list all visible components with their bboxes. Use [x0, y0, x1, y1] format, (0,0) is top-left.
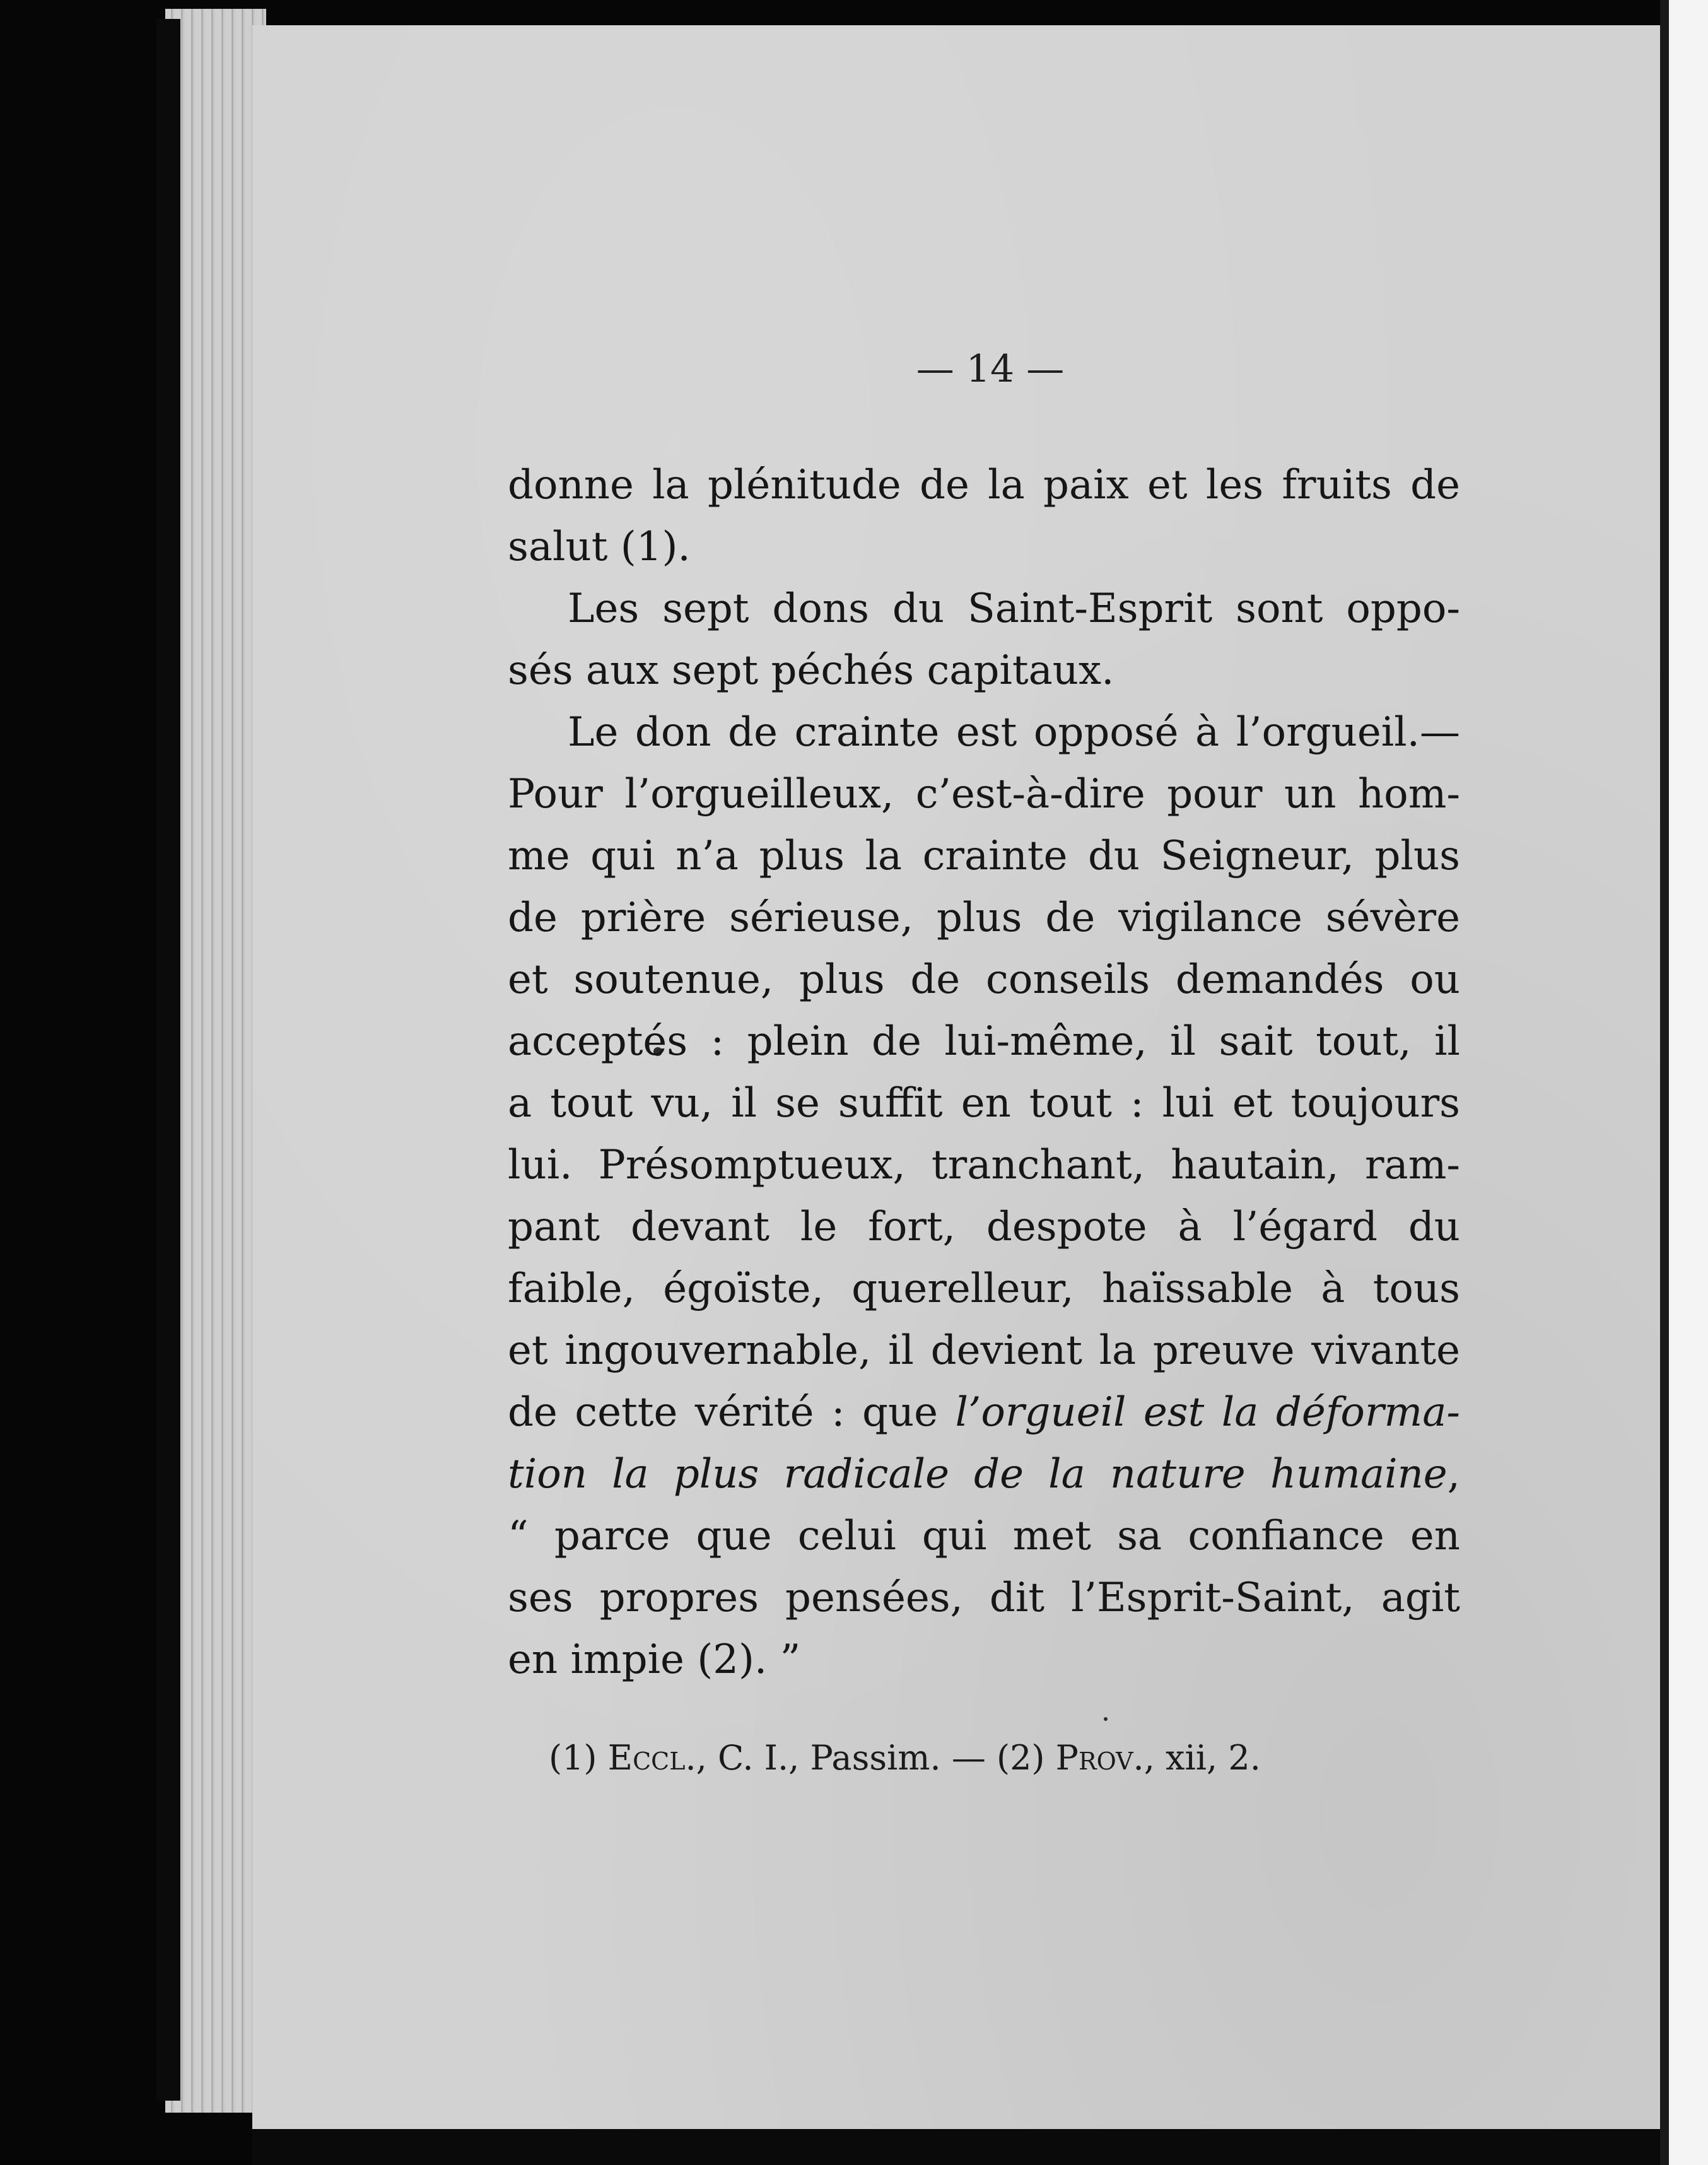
- footnote-ref-eccl: Eccl.: [607, 1738, 696, 1778]
- text-line: Le don de crainte est opposé à l’orgueil.—: [568, 709, 1460, 756]
- text-line: et ingouvernable, il devient la preuve vivante: [508, 1327, 1460, 1374]
- text-line: a tout vu, il se suffit en tout : lui et toujours: [508, 1080, 1460, 1127]
- bottom-border: [252, 2129, 1660, 2165]
- footnote-ref-prov: Prov.: [1055, 1738, 1144, 1778]
- text-line: sés aux sept péchés capitaux.: [508, 647, 1114, 694]
- text-line: faible, égoïste, querelleur, haïssable à tous: [508, 1265, 1460, 1312]
- plain-text: de cette vérité : que: [508, 1389, 956, 1436]
- footnote-text: , xii, 2.: [1144, 1738, 1261, 1778]
- text-line: lui. Présomptueux, tranchant, hautain, ram-: [508, 1142, 1460, 1188]
- text-line: Pour l’orgueilleux, c’est-à-dire pour un hom-: [508, 771, 1460, 818]
- italic-text: l’orgueil est la déforma-: [955, 1389, 1461, 1436]
- text-line: [508, 1382, 1460, 1443]
- text-line: ses propres pensées, dit l’Esprit-Saint, agit: [508, 1575, 1460, 1621]
- page-edge-stack: [165, 9, 266, 2113]
- text-line: en impie (2). ”: [508, 1636, 801, 1683]
- left-binding-shadow: [156, 19, 180, 2101]
- footnote-number: (1): [549, 1738, 608, 1778]
- italic-text: tion la plus radicale de la nature humaine: [508, 1451, 1448, 1498]
- dust-speck: [1104, 1717, 1108, 1721]
- plain-text: ,: [1447, 1451, 1460, 1498]
- text-line: me qui n’a plus la crainte du Seigneur, plus: [508, 833, 1460, 879]
- text-line: salut (1).: [508, 524, 691, 570]
- text-line: pant devant le fort, despote à l’égard du: [508, 1204, 1460, 1250]
- text-line: Les sept dons du Saint-Esprit sont oppo-: [568, 585, 1460, 632]
- text-line: donne la plénitude de la paix et les fruits de: [508, 462, 1460, 508]
- text-line: de prière sérieuse, plus de vigilance sévère: [508, 895, 1460, 941]
- text-line: [508, 1443, 1460, 1505]
- page-number: — 14 —: [916, 347, 1065, 391]
- text-line: “ parce que celui qui met sa confiance en: [508, 1513, 1460, 1559]
- text-line: et soutenue, plus de conseils demandés ou: [508, 956, 1460, 1003]
- text-line: acceptés : plein de lui-même, il sait tout, il: [508, 1018, 1460, 1065]
- footnote-text: , C. I., Passim. — (2): [696, 1738, 1056, 1778]
- body-text: [508, 454, 1460, 1691]
- footnote: [549, 1738, 1407, 1778]
- right-margin-strip: [1669, 0, 1708, 2165]
- right-border: [1660, 0, 1669, 2165]
